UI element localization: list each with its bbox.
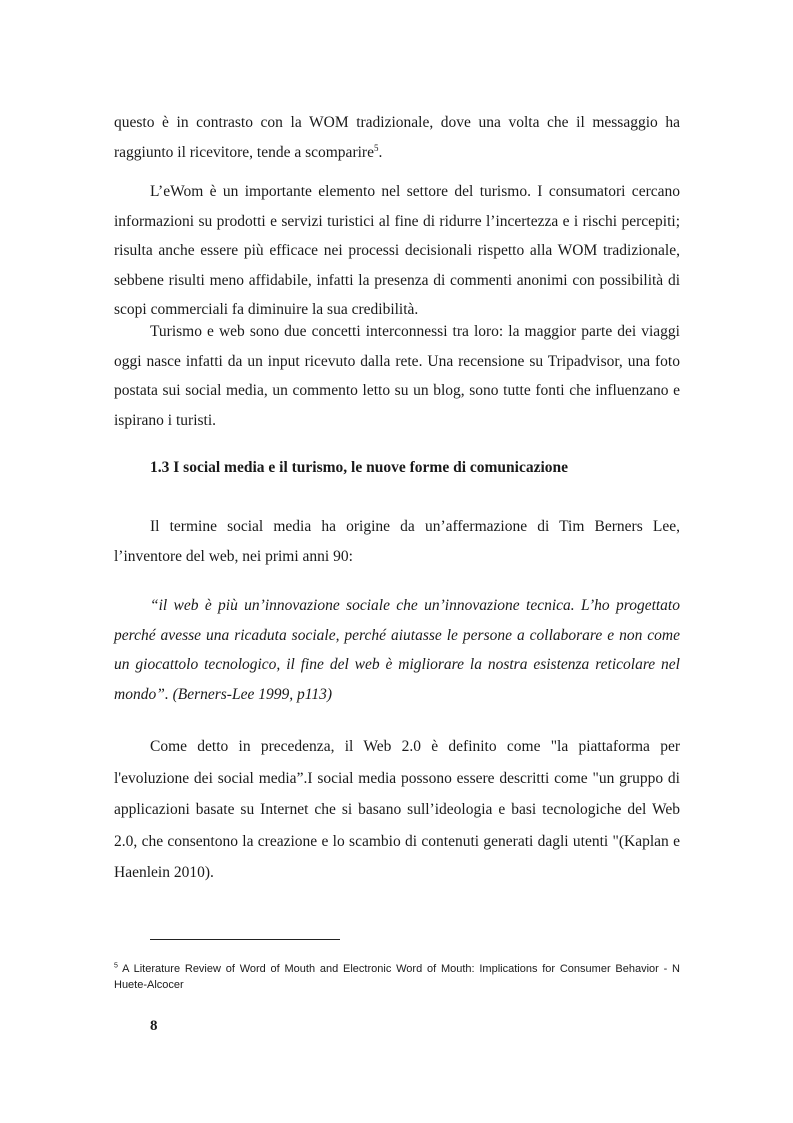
quote-berners-lee: “il web è più un’innovazione sociale che un’innovazione tecnica. L’ho progettato perché avesse una ricaduta sociale, perché aiutasse le persone a collaborare e non come un giocattolo tecnologico, il fine del web è migliorare la nostra esistenza reticolare nel mondo”. (Berners-Lee 1999, p113) bbox=[114, 597, 680, 703]
footnote bbox=[114, 961, 680, 993]
page-number: 8 bbox=[150, 1018, 158, 1034]
section-heading: 1.3 I social media e il turismo, le nuove forme di comunicazione bbox=[150, 459, 569, 476]
paragraph-wom-end: . bbox=[378, 143, 383, 161]
paragraph-wom bbox=[114, 108, 680, 167]
paragraph-tourism-web: Turismo e web sono due concetti interconnessi tra loro: la maggior parte dei viaggi oggi nasce infatti da un input ricevuto dalla rete. Una recensione su Tripadvisor, una foto postata sui social media, un commento letto su un blog, sono tutte fonti che influenzano e ispirano i turisti. bbox=[114, 323, 680, 429]
paragraph-web20: Come detto in precedenza, il Web 2.0 è definito come "la piattaforma per l'evoluzione dei social media”.I social media possono essere descritti come "un gruppo di applicazioni basate su Internet che si basano sull’ideologia e basi tecnologiche del Web 2.0, che consentono la creazione e lo scambio di contenuti generati dagli utenti "(Kaplan e Haenlein 2010). bbox=[114, 738, 680, 881]
footnote-separator bbox=[150, 939, 340, 940]
footnote-text: A Literature Review of Word of Mouth and Electronic Word of Mouth: Implications for Consumer Behavior - N Huete-Alcocer bbox=[114, 963, 680, 991]
paragraph-ewom: L’eWom è un importante elemento nel settore del turismo. I consumatori cercano informazioni su prodotti e servizi turistici al fine di ridurre l’incertezza e i rischi percepiti; risulta anche essere più efficace nei processi decisionali rispetto alla WOM tradizionale, sebbene risulti meno affidabile, infatti la presenza di commenti anonimi con possibilità di scopi commerciali fa diminuire la sua credibilità. bbox=[114, 183, 680, 318]
footnote-reference[interactable]: 5 bbox=[373, 142, 379, 153]
paragraph-wom-text: questo è in contrasto con la WOM tradizionale, dove una volta che il messaggio ha raggiunto il ricevitore, tende a scomparire bbox=[114, 114, 680, 161]
paragraph-social-media-origin: Il termine social media ha origine da un’affermazione di Tim Berners Lee, l’inventore del web, nei primi anni 90: bbox=[114, 518, 680, 565]
footnote-marker: 5 bbox=[114, 962, 118, 970]
